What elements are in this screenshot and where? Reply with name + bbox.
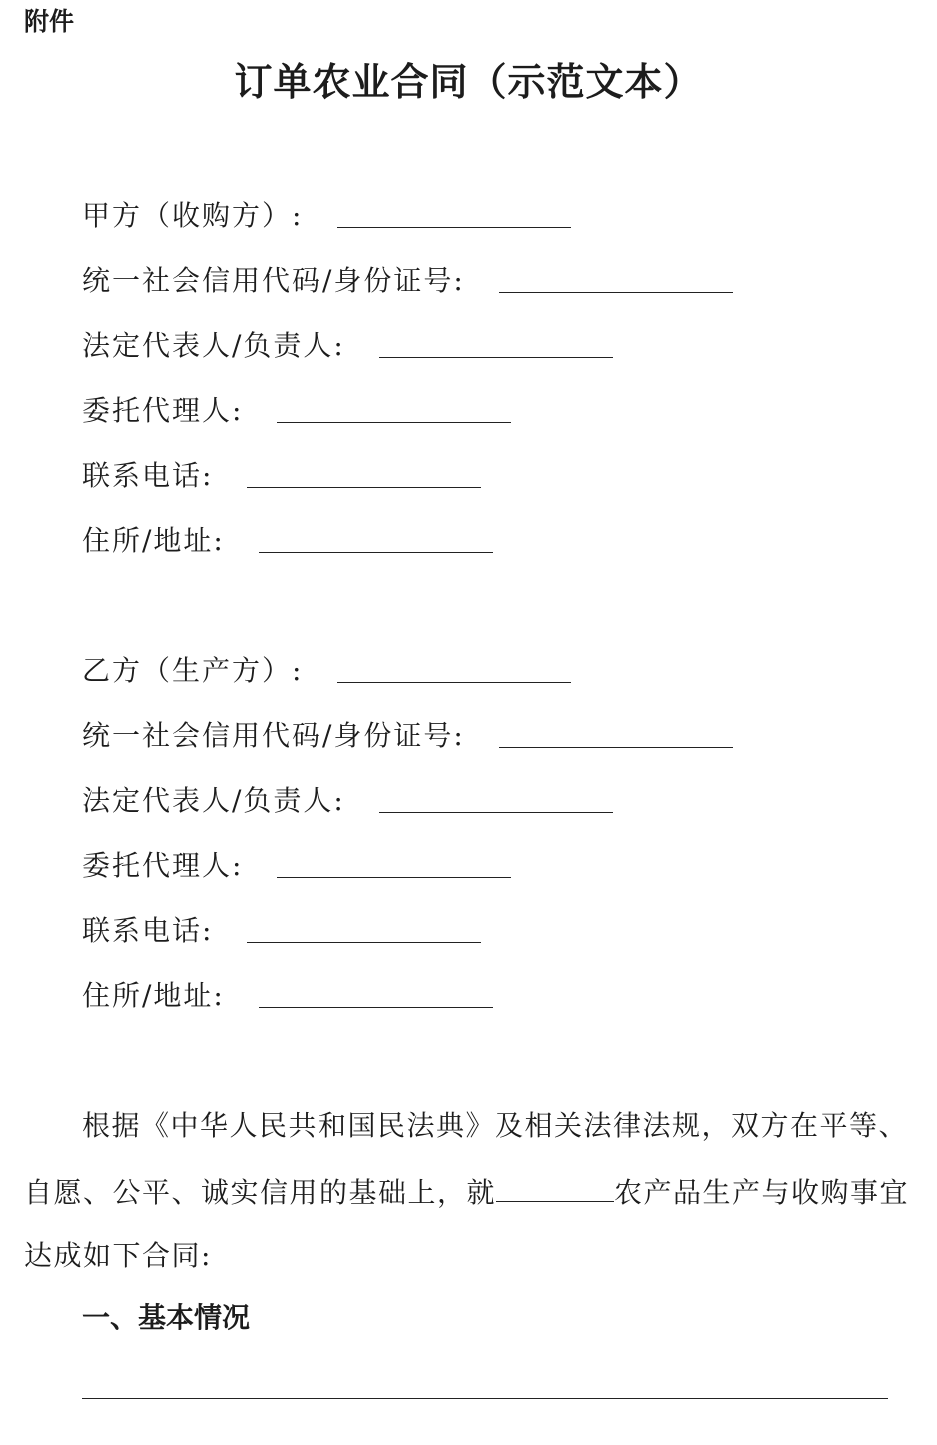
section-1-heading: 一、基本情况 — [82, 1301, 251, 1334]
preamble-line-2-before: 自愿、公平、诚实信用的基础上，就 — [24, 1176, 497, 1209]
party-b-legal-rep-blank[interactable] — [379, 784, 613, 813]
party-a-name-label: 甲方（收购方）: — [82, 199, 304, 232]
party-b-name-label: 乙方（生产方）: — [82, 654, 304, 687]
party-b-phone-blank[interactable] — [247, 914, 481, 943]
party-b-address-blank[interactable] — [259, 979, 493, 1008]
party-a-phone-label: 联系电话: — [82, 459, 214, 492]
party-a-agent-row — [82, 391, 511, 431]
party-b-agent-blank[interactable] — [277, 849, 511, 878]
preamble-line-1: 根据《中华人民共和国民法典》及相关法律法规，双方在平等、 — [82, 1109, 909, 1142]
party-b-phone-row — [82, 911, 481, 951]
party-b-legal-rep-row — [82, 781, 613, 821]
party-a-credit-code-blank[interactable] — [499, 264, 733, 293]
party-b-address-row — [82, 976, 493, 1016]
party-b-address-label: 住所/地址: — [82, 979, 225, 1012]
party-a-legal-rep-label: 法定代表人/负责人: — [82, 329, 345, 362]
preamble-line-2 — [24, 1171, 910, 1213]
party-a-legal-rep-blank[interactable] — [379, 329, 613, 358]
product-name-blank[interactable] — [496, 1171, 614, 1202]
preamble-line-3: 达成如下合同: — [24, 1239, 212, 1272]
party-a-address-blank[interactable] — [259, 524, 493, 553]
party-b-name-blank[interactable] — [337, 654, 571, 683]
party-a-agent-label: 委托代理人: — [82, 394, 244, 427]
document-title: 订单农业合同（示范文本） — [234, 60, 703, 104]
party-b-legal-rep-label: 法定代表人/负责人: — [82, 784, 345, 817]
preamble-line-2-after: 农产品生产与收购事宜 — [614, 1176, 910, 1209]
party-b-agent-label: 委托代理人: — [82, 849, 244, 882]
party-a-agent-blank[interactable] — [277, 394, 511, 423]
party-b-phone-label: 联系电话: — [82, 914, 214, 947]
party-a-address-label: 住所/地址: — [82, 524, 225, 557]
party-a-legal-rep-row — [82, 326, 613, 366]
attachment-label: 附件 — [24, 7, 75, 36]
party-b-credit-code-row — [82, 716, 733, 756]
party-a-credit-code-row — [82, 261, 733, 301]
section-1-fill-line[interactable] — [82, 1398, 888, 1399]
party-b-name-row — [82, 651, 571, 691]
party-b-credit-code-blank[interactable] — [499, 719, 733, 748]
party-b-credit-code-label: 统一社会信用代码/身份证号: — [82, 719, 465, 752]
party-a-address-row — [82, 521, 493, 561]
party-a-phone-row — [82, 456, 481, 496]
party-a-name-blank[interactable] — [337, 199, 571, 228]
party-a-credit-code-label: 统一社会信用代码/身份证号: — [82, 264, 465, 297]
party-a-name-row — [82, 196, 571, 236]
party-b-agent-row — [82, 846, 511, 886]
party-a-phone-blank[interactable] — [247, 459, 481, 488]
